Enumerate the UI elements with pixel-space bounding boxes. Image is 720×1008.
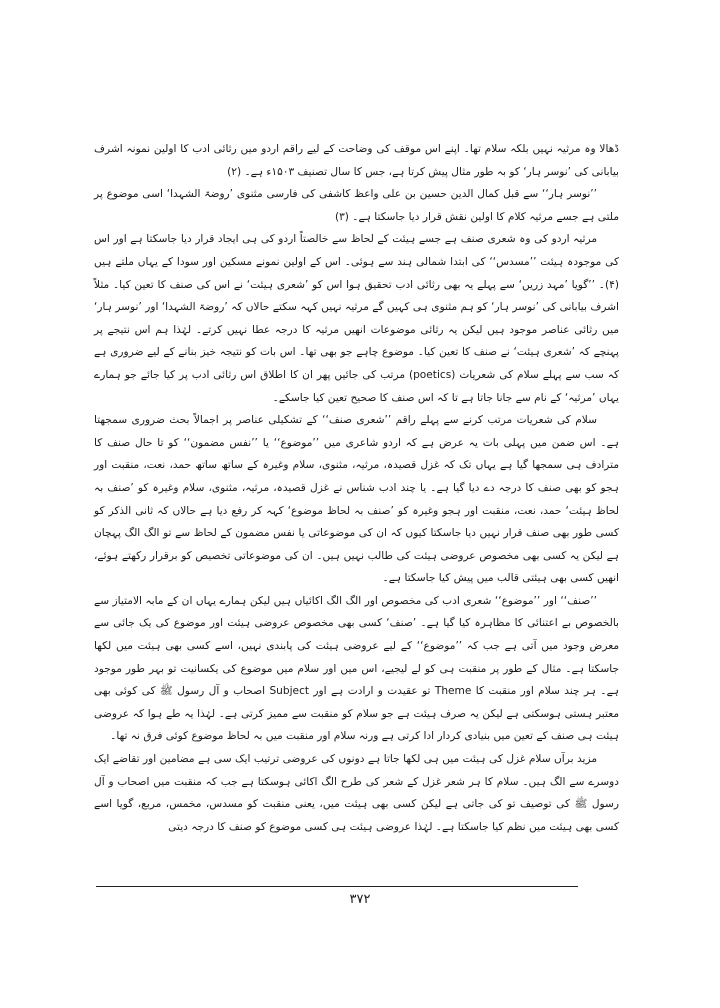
paragraph-1: ڈھالا وہ مرثیہ نہیں بلکہ سلام تھا۔ اپنے اس موقف کی وضاحت کے لیے راقم اردو میں رثائی ادب کا اولین نمونہ اشرف بیابانی کی ’نوسر ہار‘ کو بہ طور مثال پیش کرتا ہے، جس کا سال تصنیف ۱۵۰۳ء ہے۔ (۲)	[94, 143, 619, 178]
paragraph-4: سلام کی شعریات مرتب کرنے سے پہلے راقم ’’شعری صنف‘‘ کے تشکیلی عناصر پر اجمالاً بحث ضروری سمجھتا ہے۔ اس ضمن میں پہلی بات یہ عرض ہے کہ اردو شاعری میں ’’موضوع‘‘ یا ’’نفس مضمون‘‘ کو تا حال صنف کا مترادف ہی سمجھا گیا ہے یہاں تک کہ غزل قصیدہ، مرثیہ، مثنوی، سلام وغیرہ کے ساتھ ساتھ حمد، نعت، منقبت اور ہجو کو بھی صنف کا درجہ دے دیا گیا ہے۔ یا چند ادب شناس نے غزل قصیدہ، مرثیہ، مثنوی، سلام وغیرہ کو ’صنف بہ لحاظ ہیئت‘ حمد، نعت، منقبت اور ہجو وغیرہ کو ’صنف بہ لحاظ موضوع‘ کہہ کر رفع دیا ہے حالاں کہ ثانی الذکر کو کسی طور بھی صنف قرار نہیں دیا جاسکتا کیوں کہ ان کی موضوعاتی یا نفس مضمون کے لحاظ سے تو الگ الگ پہچان ہے لیکن یہ کسی بھی مخصوص عروضی ہیئت کی طالب نہیں ہیں۔ ان کی موضوعاتی تخصیص کو برقرار رکھتے ہوئے، انھیں کسی بھی ہیئتی قالب میں پیش کیا جاسکتا ہے۔	[94, 414, 619, 585]
paragraph-5: ’’صنف‘‘ اور ’’موضوع‘‘ شعری ادب کی مخصوص اور الگ الگ اکائیاں ہیں لیکن ہمارے یہاں ان کے مابہ الامتیاز سے بالخصوص بے اعتنائی کا مظاہرہ کیا گیا ہے۔ ’صنف‘ کسی بھی مخصوص عروضی ہیئت اور موضوع کی یک جائی سے معرض وجود میں آتی ہے جب کہ ’’موضوع‘‘ کے لیے عروضی ہیئت کی پابندی نہیں، اسے کسی بھی ہیئت میں لکھا جاسکتا ہے۔ مثال کے طور پر منقبت ہی کو لے لیجیے، اس میں اور سلام میں موضوع کی یکسانیت تو بہر طور موجود ہے۔ ہر چند سلام اور منقبت کا Theme تو عقیدت و ارادت ہے اور Subject اصحاب و آل رسول ﷺ کی کوئی بھی معتبر ہستی ہوسکتی ہے لیکن یہ صرف ہیئت ہے جو سلام کو منقبت سے ممیز کرتی ہے۔ لہٰذا یہ طے ہوا کہ عروضی ہیئت ہی صنف کے تعین میں بنیادی کردار ادا کرتی ہے ورنہ سلام اور منقبت میں بہ لحاظ موضوع کوئی فرق نہ تھا۔	[94, 594, 619, 743]
paragraph-2: ’’نوسر ہار‘‘ سے قبل کمال الدین حسین بن علی واعظ کاشفی کی فارسی مثنوی ’روضۃ الشہدا‘ اسی موضوع پر ملتی ہے جسے مرثیہ کلام کا اولین نقش قرار دیا جاسکتا ہے۔ (۳)	[94, 188, 619, 223]
body-text	[94, 138, 619, 838]
paragraph-3: مرثیہ اردو کی وہ شعری صنف ہے جسے ہیئت کے لحاظ سے خالصتاً اردو کی ہی ایجاد قرار دیا جاسکتا ہے اور اس کی موجودہ ہیئت ’’مسدس‘‘ کی ابتدا شمالی ہند سے ہوئی۔ اس کے اولین نمونے مسکین اور سودا کے یہاں ملتے ہیں (۴)۔ ’’گویا ’مہد زریں‘ سے پہلے یہ بھی رثائی ادب تحقیق ہوا اس کو ’شعری ہیئت‘ نے اس کی صنف کا تعین کیا۔ مثلاً اشرف بیابانی کی ’نوسر ہار‘ کو ہم مثنوی ہی کہیں گے مرثیہ نہیں کہہ سکتے حالاں کہ ’روضۃ الشہدا‘ اور ’نوسر ہار‘ میں رثائی عناصر موجود ہیں لیکن یہ رثائی موضوعات انھیں مرثیہ کا درجہ عطا نہیں کرتے۔ لہٰذا ہم اس نتیجے پر پہنچے کہ ’شعری ہیئت‘ نے صنف کا تعین کیا۔ موضوع چاہے جو بھی تھا۔ اس بات کو نتیجہ خیز بنانے کے لیے ضروری ہے کہ سب سے پہلے سلام کی شعریات (poetics) مرتب کی جائیں پھر ان کا اطلاق اس رثائی ادب پر کیا جائے جو ہمارے یہاں ’مرثیہ‘ کے نام سے جانا جاتا ہے تا کہ اس صنف کا صحیح تعین کیا جاسکے۔	[94, 233, 619, 404]
page-number: ۳۷۲	[349, 892, 371, 907]
paragraph-6: مزید برآں سلام غزل کی ہیئت میں ہی لکھا جاتا ہے دونوں کی عروضی ترتیب ایک سی ہے مضامین اور تقاضے ایک دوسرے سے الگ ہیں۔ سلام کا ہر شعر غزل کے شعر کی طرح الگ اکائی ہوسکتا ہے جب کہ منقبت میں اصحاب و آل رسول ﷺ کی توصیف تو کی جاتی ہے لیکن کسی بھی ہیئت میں، یعنی منقبت کو مسدس، مخمس، مربع، گویا اسے کسی بھی ہیئت میں نظم کیا جاسکتا ہے۔ لہٰذا عروضی ہیئت ہی کسی موضوع کو صنف کا درجہ دیتی	[94, 753, 619, 833]
footer-divider	[96, 886, 578, 887]
